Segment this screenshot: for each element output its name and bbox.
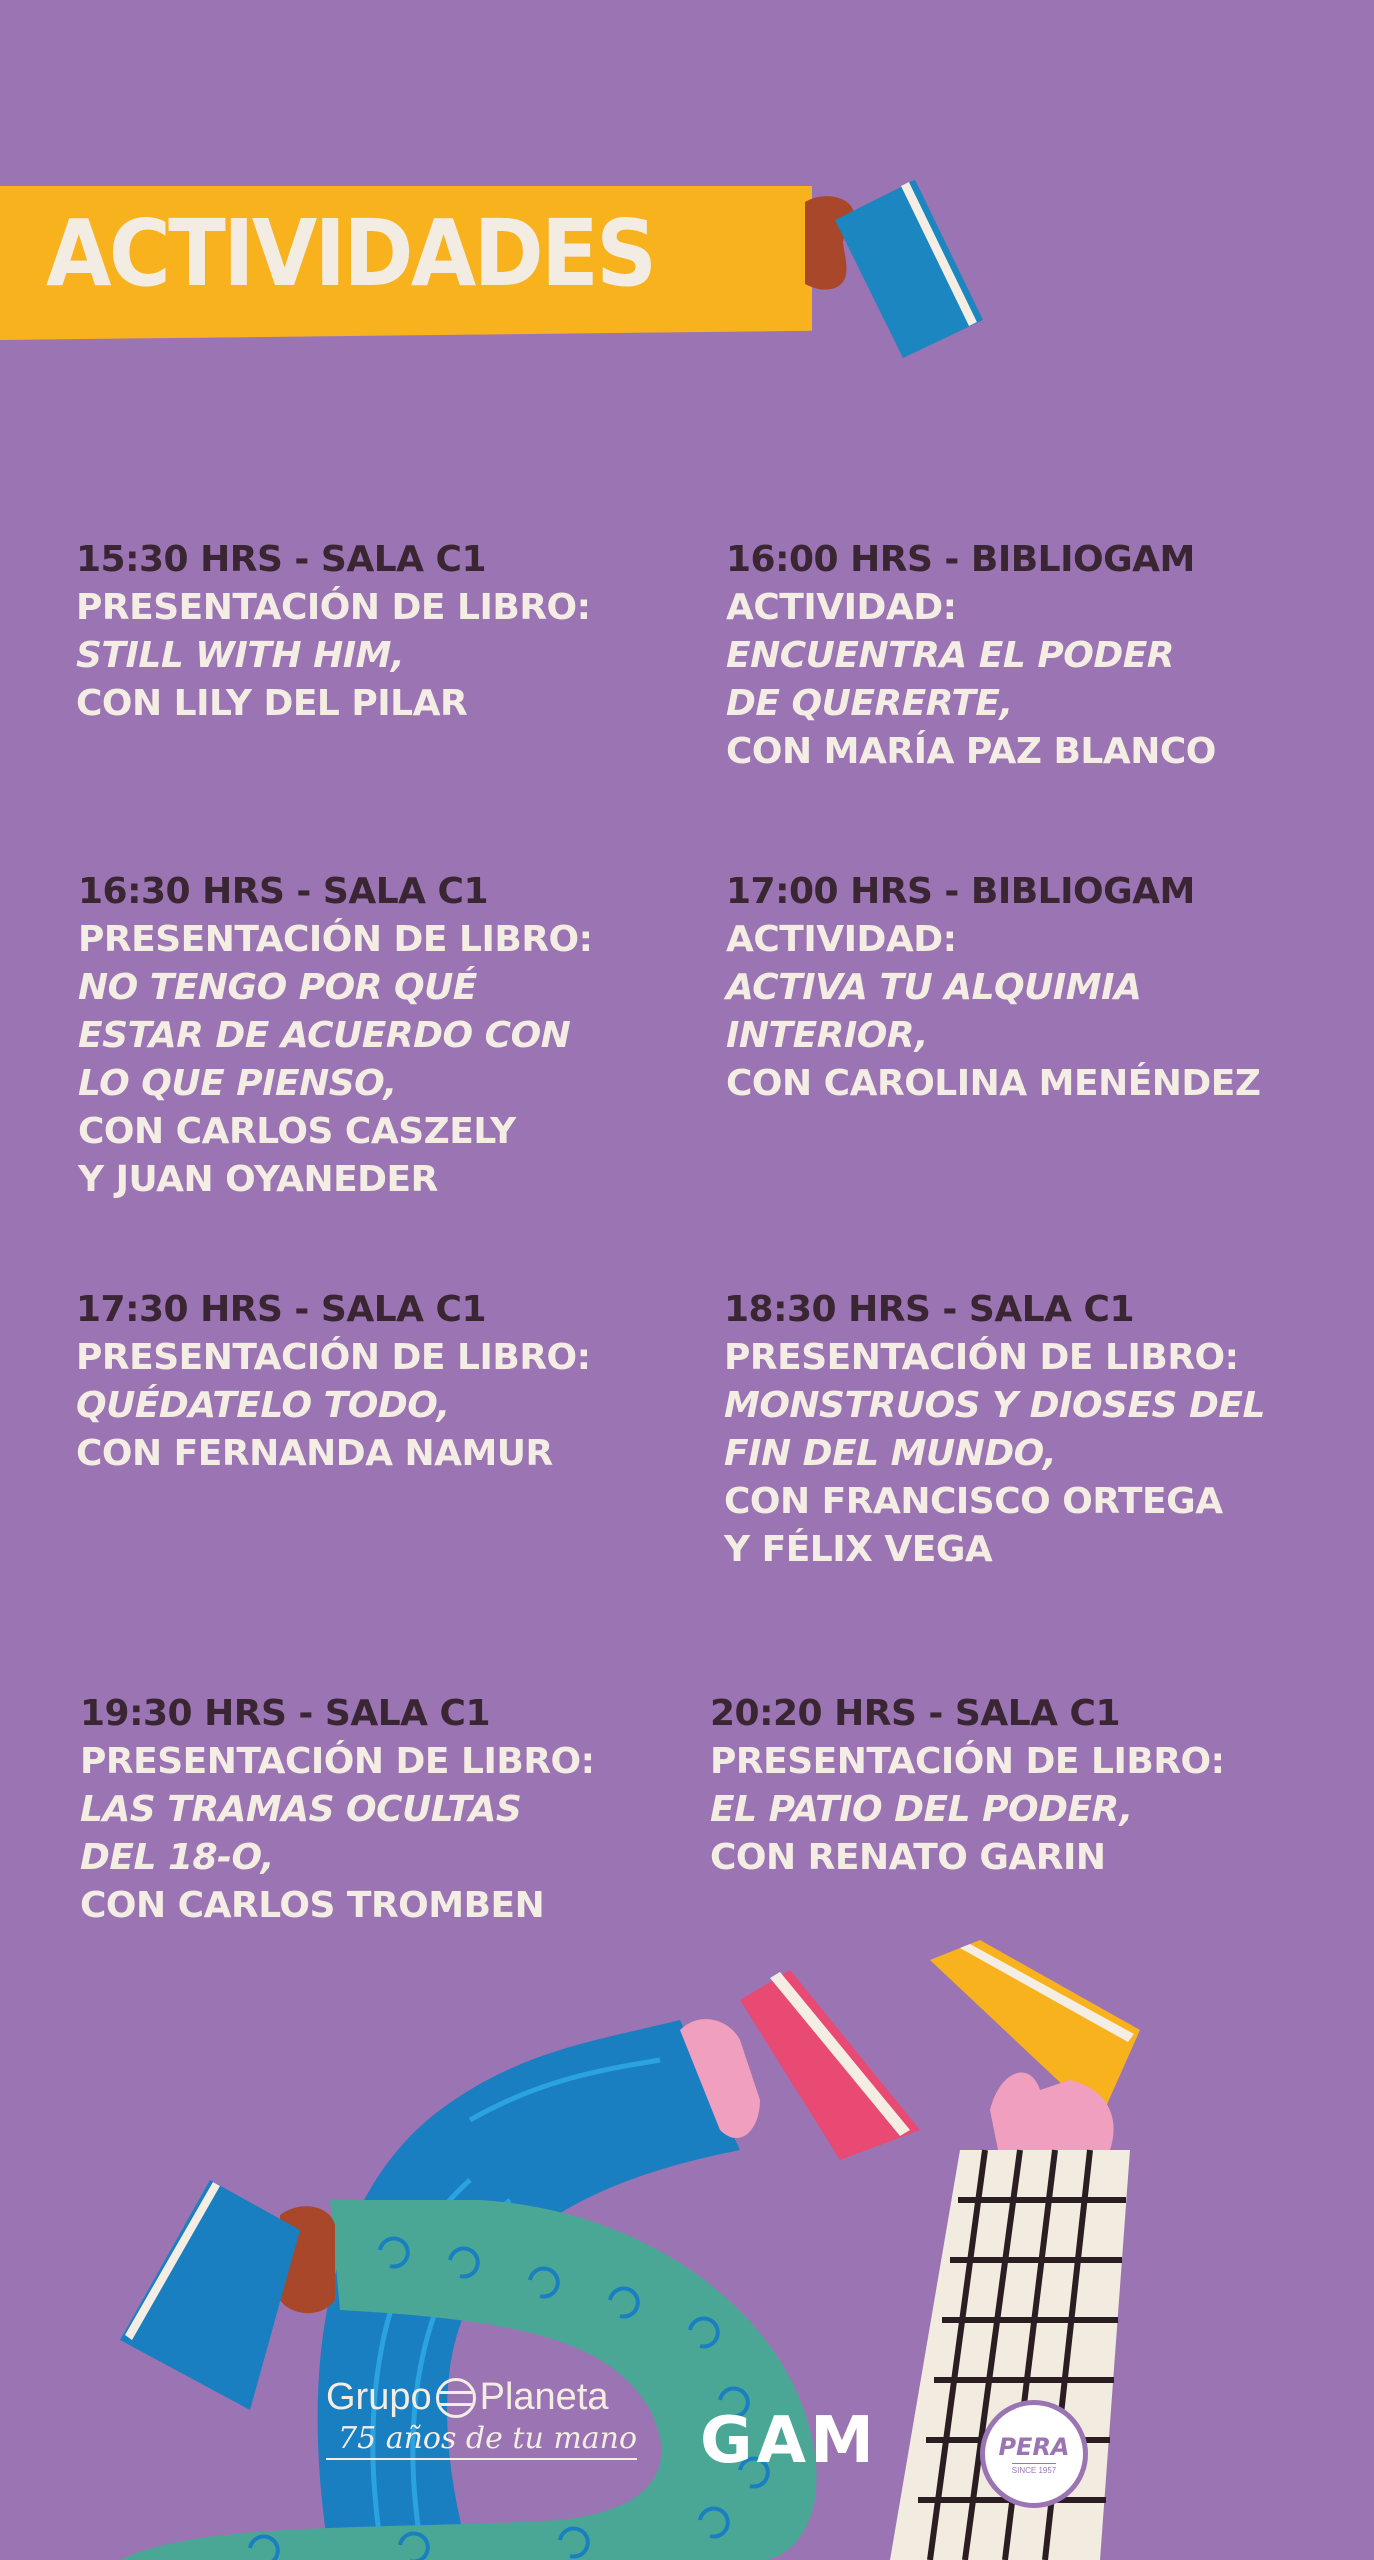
- gam-logo: GAM: [700, 2404, 878, 2478]
- hand-holding-book-icon: [805, 180, 995, 360]
- event-guest: Y FÉLIX VEGA: [724, 1529, 993, 1570]
- event-type: ACTIVIDAD:: [726, 919, 957, 960]
- event-time-location: 20:20 HRS - SALA C1: [710, 1693, 1121, 1734]
- event-type: ACTIVIDAD:: [726, 587, 957, 628]
- event-guest: CON CARLOS TROMBEN: [80, 1885, 545, 1926]
- event-item: [726, 536, 1366, 776]
- event-type: PRESENTACIÓN DE LIBRO:: [78, 919, 593, 960]
- event-guest: CON CARLOS CASZELY: [78, 1111, 516, 1152]
- event-item: [76, 536, 716, 728]
- event-time-location: 17:00 HRS - BIBLIOGAM: [726, 871, 1195, 912]
- event-item: [78, 868, 718, 1204]
- event-guest: CON FRANCISCO ORTEGA: [724, 1481, 1223, 1522]
- event-type: PRESENTACIÓN DE LIBRO:: [710, 1741, 1225, 1782]
- event-title: STILL WITH HIM,: [76, 635, 405, 676]
- event-title: ACTIVA TU ALQUIMIA: [726, 967, 1142, 1008]
- event-title: QUÉDATELO TODO,: [76, 1385, 450, 1426]
- event-title: DEL 18-O,: [80, 1837, 274, 1878]
- event-guest: CON FERNANDA NAMUR: [76, 1433, 553, 1474]
- event-item: [80, 1690, 720, 1930]
- event-title: ESTAR DE ACUERDO CON: [78, 1015, 571, 1056]
- event-title: LAS TRAMAS OCULTAS: [80, 1789, 522, 1830]
- book-exchange-illustration: [0, 1900, 1374, 2560]
- event-guest: Y JUAN OYANEDER: [78, 1159, 438, 1200]
- event-title: FIN DEL MUNDO,: [724, 1433, 1057, 1474]
- pera-since: SINCE 1957: [1012, 2463, 1056, 2475]
- event-guest: CON CAROLINA MENÉNDEZ: [726, 1063, 1261, 1104]
- event-item: [724, 1286, 1364, 1574]
- event-title: LO QUE PIENSO,: [78, 1063, 397, 1104]
- event-time-location: 16:00 HRS - BIBLIOGAM: [726, 539, 1195, 580]
- event-title: EL PATIO DEL PODER,: [710, 1789, 1133, 1830]
- pera-logo: [980, 2400, 1088, 2508]
- planeta-tagline: 75 años de tu mano: [326, 2421, 637, 2460]
- page-title: ACTIVIDADES: [46, 200, 655, 307]
- pera-name: PERA: [998, 2433, 1070, 2461]
- event-time-location: 15:30 HRS - SALA C1: [76, 539, 487, 580]
- event-type: PRESENTACIÓN DE LIBRO:: [76, 1337, 591, 1378]
- event-guest: CON MARÍA PAZ BLANCO: [726, 731, 1216, 772]
- event-type: PRESENTACIÓN DE LIBRO:: [76, 587, 591, 628]
- event-item: [710, 1690, 1350, 1882]
- event-title: INTERIOR,: [726, 1015, 928, 1056]
- event-guest: CON LILY DEL PILAR: [76, 683, 468, 724]
- event-time-location: 17:30 HRS - SALA C1: [76, 1289, 487, 1330]
- event-time-location: 16:30 HRS - SALA C1: [78, 871, 489, 912]
- event-title: NO TENGO POR QUÉ: [78, 967, 477, 1008]
- event-time-location: 18:30 HRS - SALA C1: [724, 1289, 1135, 1330]
- event-item: [76, 1286, 716, 1478]
- event-guest: CON RENATO GARIN: [710, 1837, 1106, 1878]
- event-type: PRESENTACIÓN DE LIBRO:: [724, 1337, 1239, 1378]
- event-title: DE QUERERTE,: [726, 683, 1013, 724]
- planeta-name-right: Planeta: [479, 2376, 609, 2418]
- grupo-planeta-logo: [326, 2376, 637, 2460]
- globe-icon: [436, 2378, 476, 2418]
- event-type: PRESENTACIÓN DE LIBRO:: [80, 1741, 595, 1782]
- event-item: [726, 868, 1366, 1108]
- event-title: ENCUENTRA EL PODER: [726, 635, 1175, 676]
- event-time-location: 19:30 HRS - SALA C1: [80, 1693, 491, 1734]
- planeta-name-left: Grupo: [326, 2376, 432, 2418]
- event-title: MONSTRUOS Y DIOSES DEL: [724, 1385, 1265, 1426]
